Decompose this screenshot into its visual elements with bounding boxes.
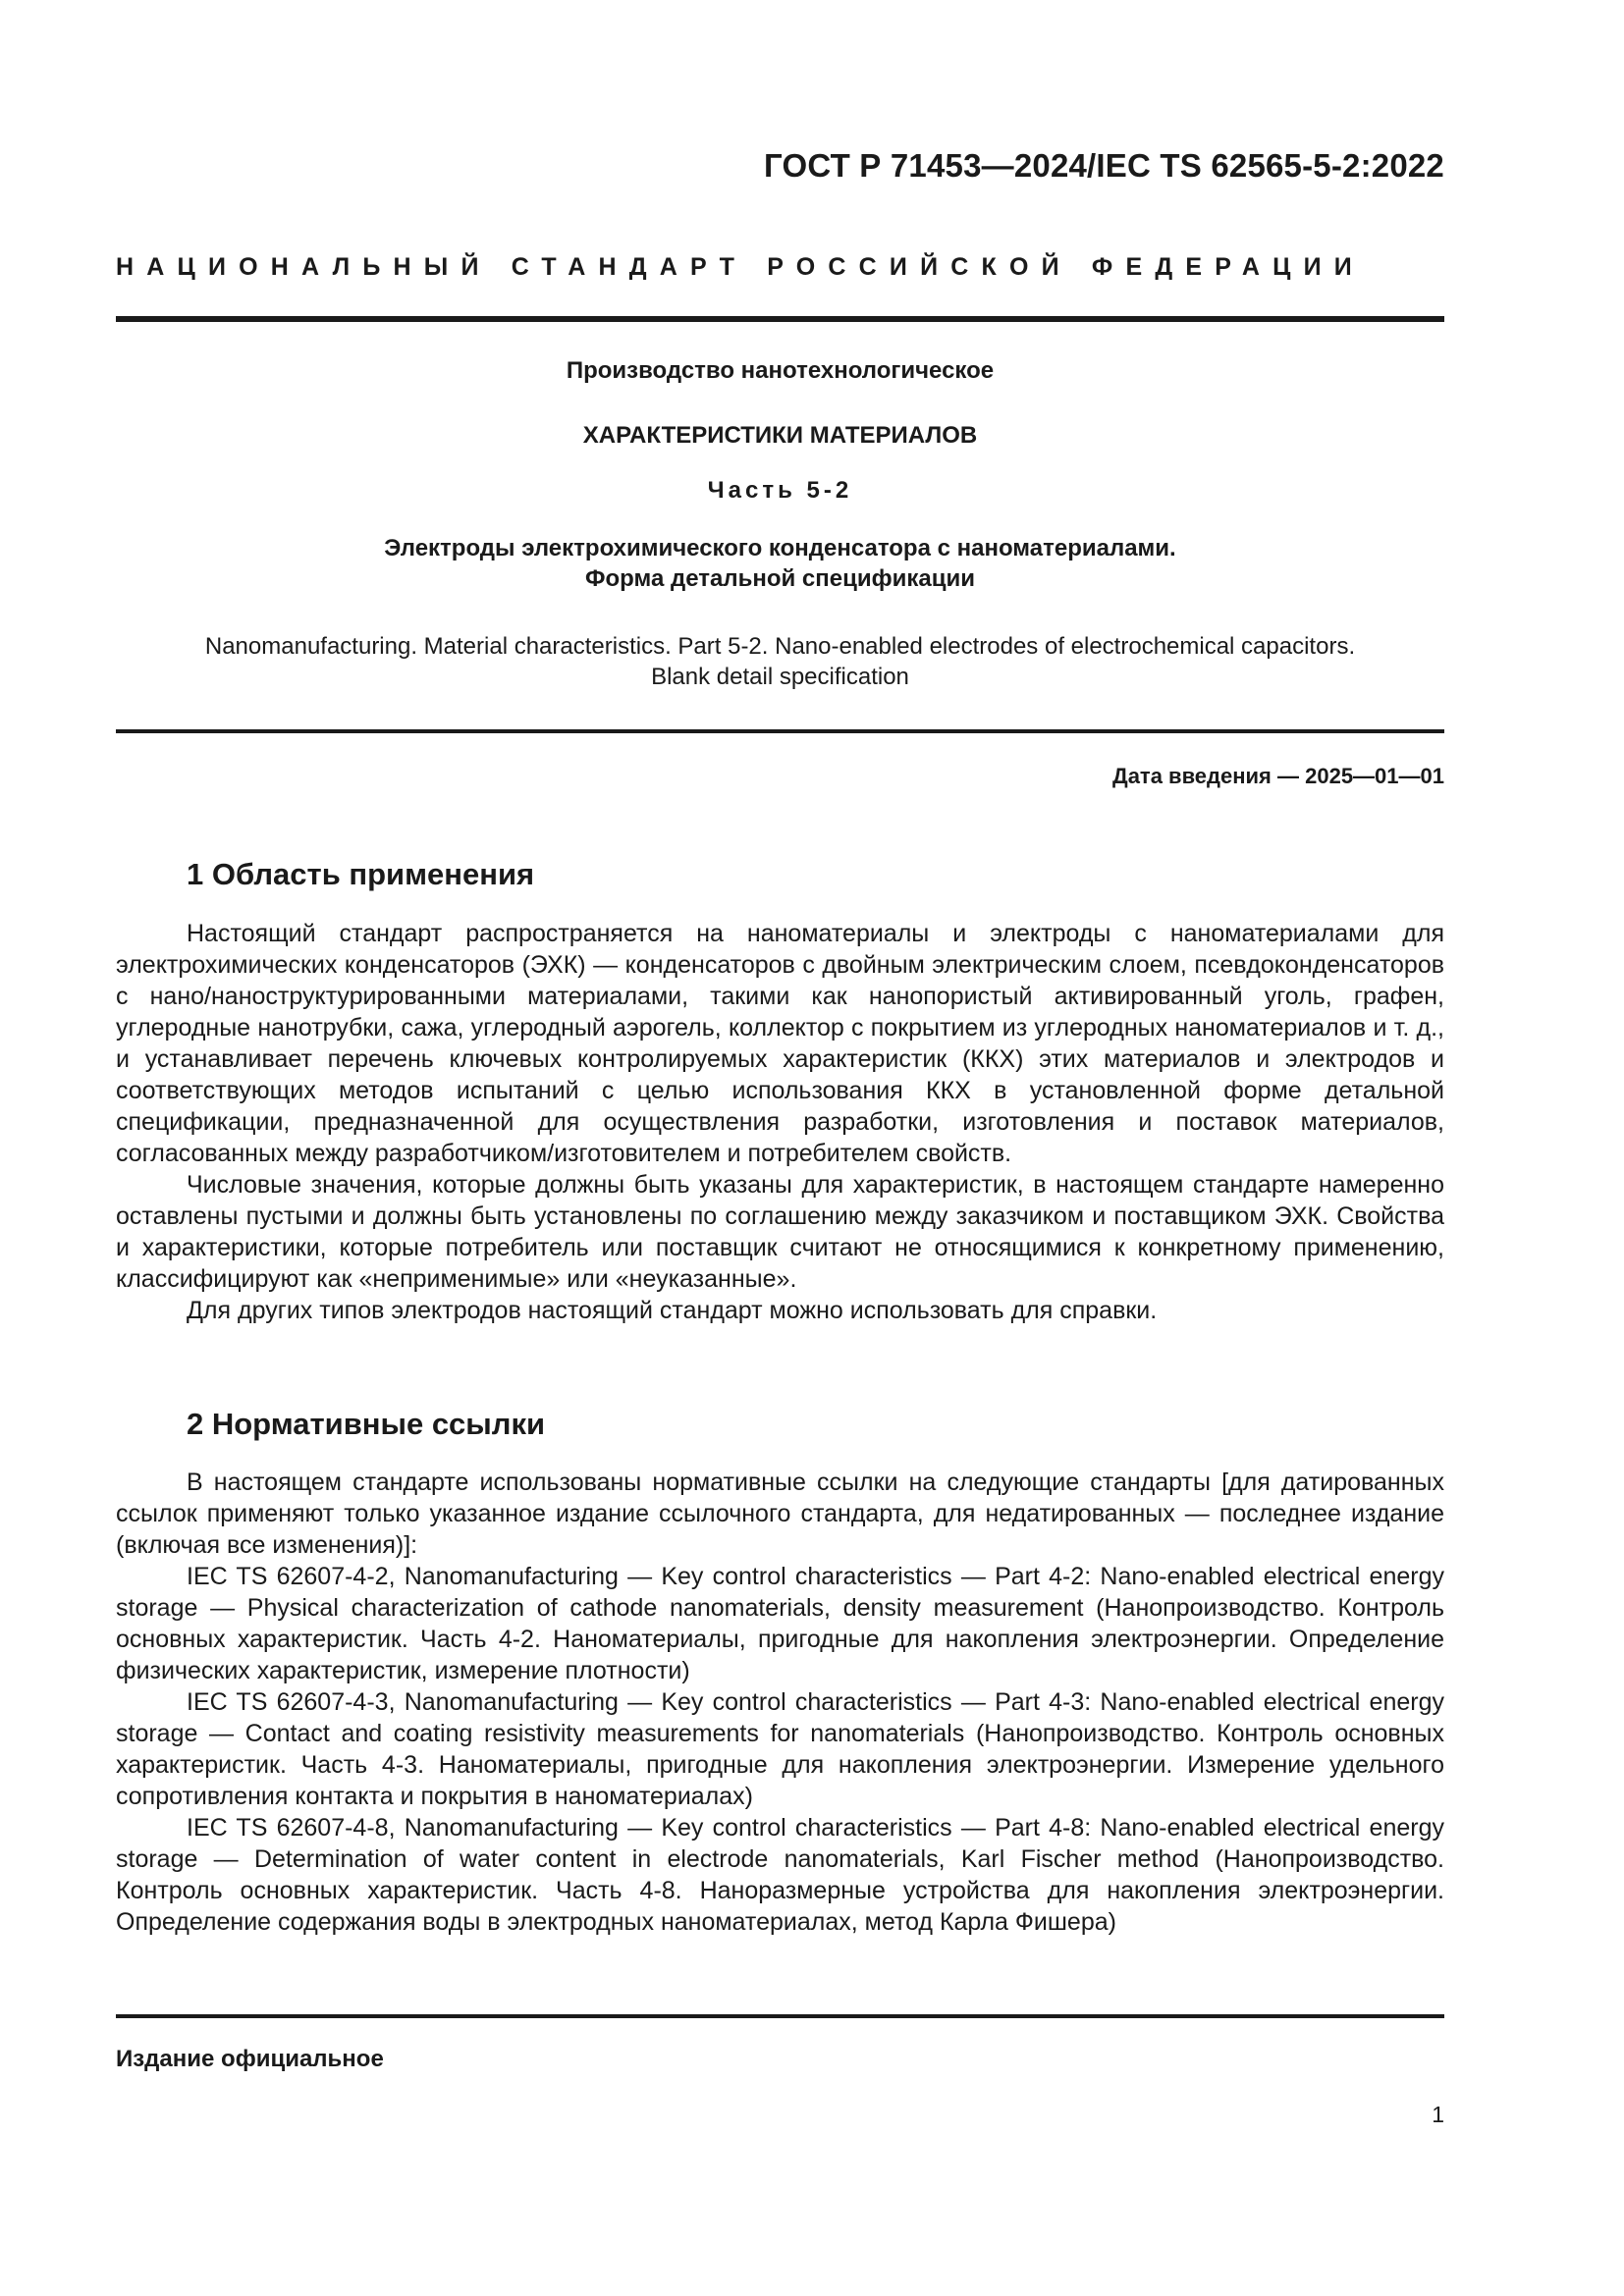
english-title-line-2: Blank detail specification [651, 664, 909, 690]
general-title: Производство нанотехнологическое [566, 357, 995, 384]
reference-entry: IEC TS 62607-4-2, Nanomanufacturing — Key control characteristics — Part 4-2: Nano-enabled electrical energy storage — Physical characterization of cathode nanomaterials, density measurement (Нанопроизводство. Контроль основных характеристик. Часть 4-2. Наноматериалы, пригодные для накопления электроэнергии. Определение физических характеристик, измерение плотности) [116, 1563, 1444, 1684]
reference-entry: IEC TS 62607-4-3, Nanomanufacturing — Key control characteristics — Part 4-3: Nano-enabled electrical energy storage — Contact and coating resistivity measurements for nanomaterials (Нанопроизводство. Контроль основных характеристик. Часть 4-3. Наноматериалы, пригодные для накопления электроэнергии. Измерение удельного сопротивления контакта и покрытия в наноматериалах) [116, 1688, 1444, 1810]
footer-rule [116, 2014, 1444, 2018]
specific-title-line-1: Электроды электрохимического конденсатора с наноматериалами. [384, 535, 1176, 561]
header-rule [116, 316, 1444, 322]
national-standard-title: НАЦИОНАЛЬНЫЙ СТАНДАРТ РОССИЙСКОЙ ФЕДЕРАЦИИ [116, 253, 1365, 281]
section-2-body [116, 1467, 1444, 1938]
section-2-heading: 2 Нормативные ссылки [187, 1407, 546, 1441]
section-1-body [116, 918, 1444, 1326]
standard-designation: ГОСТ Р 71453—2024/IEC TS 62565-5-2:2022 [764, 147, 1444, 184]
paragraph: Числовые значения, которые должны быть указаны для характеристик, в настоящем стандарте намеренно оставлены пустыми и должны быть установлены по соглашению между заказчиком и поставщиком ЭХК. Свойства и характеристики, которые потребитель или поставщик считают не относящимися к конкретному применению, классифицируют как «неприменимые» или «неуказанные». [116, 1171, 1444, 1293]
reference-entry: IEC TS 62607-4-8, Nanomanufacturing — Key control characteristics — Part 4-8: Nano-enabled electrical energy storage — Determination of water content in electrode nanomaterials, Karl Fischer method (Нанопроизводство. Контроль основных характеристик. Часть 4-8. Наноразмерные устройства для накопления электроэнергии. Определение содержания воды в электродных наноматериалах, метод Карла Фишера) [116, 1814, 1444, 1936]
title-rule [116, 729, 1444, 733]
english-title-line-1: Nanomanufacturing. Material characteristics. Part 5-2. Nano-enabled electrodes of electrochemical capacitors. [204, 633, 1356, 660]
english-title [116, 631, 1444, 692]
paragraph: Настоящий стандарт распространяется на наноматериалы и электроды с наноматериалами для электрохимических конденсаторов (ЭХК) — конденсаторов с двойным электрическим слоем, псевдоконденсаторов с нано/наноструктурированными материалами, такими как нанопористый активированный уголь, графен, углеродные нанотрубки, сажа, углеродный аэрогель, коллектор с покрытием из углеродных наноматериалов и т. д., и устанавливает перечень ключевых контролируемых характеристик (ККХ) этих материалов и электродов и соответствующих методов испытаний с целью использования ККХ в установленной форме детальной спецификации, предназначенной для осуществления разработки, изготовления и поставок материалов, согласованных между разработчиком/изготовителем и потребителем свойств. [116, 920, 1444, 1167]
page-number: 1 [1432, 2102, 1444, 2127]
specific-title [116, 533, 1444, 594]
introduction-date: Дата введения — 2025—01—01 [1112, 764, 1444, 788]
part-title: Часть 5-2 [707, 477, 853, 504]
paragraph: Для других типов электродов настоящий стандарт можно использовать для справки. [187, 1297, 1158, 1324]
paragraph: В настоящем стандарте использованы нормативные ссылки на следующие стандарты [для датированных ссылок применяют только указанное издание ссылочного стандарта, для недатированных — последнее издание (включая все изменения)]: [116, 1468, 1444, 1559]
main-title: ХАРАКТЕРИСТИКИ МАТЕРИАЛОВ [582, 422, 978, 449]
edition-label: Издание официальное [116, 2046, 384, 2072]
specific-title-line-2: Форма детальной спецификации [585, 565, 975, 592]
section-1-heading: 1 Область применения [187, 857, 535, 891]
